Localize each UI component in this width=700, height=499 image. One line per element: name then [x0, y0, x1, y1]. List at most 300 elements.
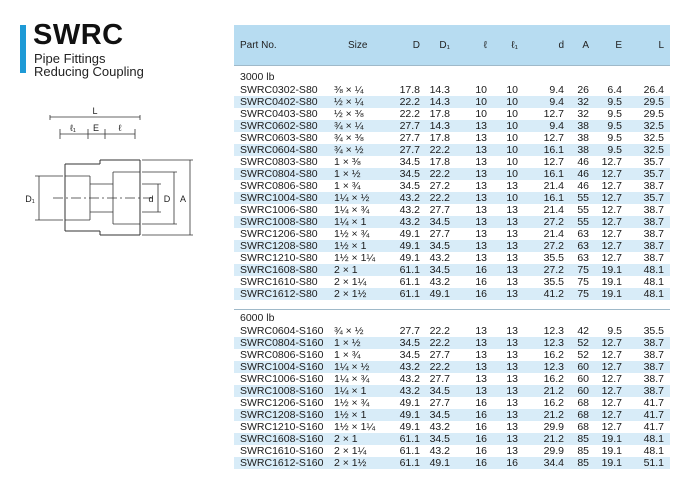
cell-D1: 34.5	[429, 240, 450, 252]
cell-D1: 27.7	[429, 228, 450, 240]
cell-d: 9.4	[549, 96, 564, 108]
cell-size: 1¼ × ½	[334, 361, 370, 373]
cell-D: 17.8	[399, 84, 420, 96]
cell-E: 12.7	[601, 156, 622, 168]
table-row	[234, 204, 670, 216]
cell-D: 34.5	[399, 156, 420, 168]
cell-size: 1 × ½	[334, 337, 361, 349]
cell-A: 85	[577, 457, 589, 469]
cell-l: 10	[475, 96, 487, 108]
cell-E: 12.7	[601, 216, 622, 228]
cell-d: 35.5	[543, 252, 564, 264]
cell-size: ½ × ¼	[334, 96, 364, 108]
table-row	[234, 180, 670, 192]
cell-A: 68	[577, 421, 589, 433]
diagram-label-L: L	[92, 106, 98, 116]
cell-l: 13	[475, 168, 487, 180]
table-row	[234, 96, 670, 108]
cell-A: 75	[577, 288, 589, 300]
cell-part-no: SWRC0806-S160	[240, 349, 324, 361]
cell-d: 29.9	[543, 445, 564, 457]
cell-E: 12.7	[601, 421, 622, 433]
cell-L: 32.5	[643, 132, 664, 144]
header-E: E	[615, 39, 622, 51]
cell-size: 1½ × ¾	[334, 228, 370, 240]
cell-size: 2 × 1½	[334, 457, 367, 469]
cell-size: 1 × ¾	[334, 180, 361, 192]
header-L: L	[658, 39, 664, 51]
cell-L: 38.7	[643, 216, 664, 228]
cell-part-no: SWRC0604-S160	[240, 325, 324, 337]
cell-l: 13	[475, 373, 487, 385]
cell-d: 9.4	[549, 120, 564, 132]
cell-D: 61.1	[399, 288, 420, 300]
cell-E: 12.7	[601, 204, 622, 216]
group-label: 3000 lb	[240, 71, 275, 83]
coupling-dimension-diagram	[25, 104, 230, 264]
cell-A: 85	[577, 433, 589, 445]
cell-part-no: SWRC1004-S80	[240, 192, 318, 204]
table-row	[234, 192, 670, 204]
cell-A: 60	[577, 385, 589, 397]
cell-D1: 17.8	[429, 156, 450, 168]
cell-L: 41.7	[643, 421, 664, 433]
table-row	[234, 168, 670, 180]
cell-D: 34.5	[399, 180, 420, 192]
cell-part-no: SWRC0604-S80	[240, 144, 318, 156]
cell-d: 29.9	[543, 421, 564, 433]
cell-size: 1 × ¾	[334, 349, 361, 361]
cell-D1: 22.2	[429, 192, 450, 204]
product-title: SWRC	[33, 19, 124, 51]
cell-E: 12.7	[601, 168, 622, 180]
cell-D1: 22.2	[429, 337, 450, 349]
cell-l1: 13	[506, 433, 518, 445]
header-l1: ℓ₁	[511, 39, 518, 51]
header-D1: D₁	[439, 39, 450, 51]
cell-D1: 27.7	[429, 373, 450, 385]
cell-l: 13	[475, 240, 487, 252]
cell-l1: 10	[506, 156, 518, 168]
cell-l: 16	[475, 276, 487, 288]
cell-A: 75	[577, 264, 589, 276]
cell-D1: 34.5	[429, 409, 450, 421]
cell-D1: 34.5	[429, 264, 450, 276]
cell-D1: 43.2	[429, 252, 450, 264]
cell-l1: 13	[506, 264, 518, 276]
cell-L: 48.1	[643, 276, 664, 288]
cell-l1: 13	[506, 216, 518, 228]
cell-D: 34.5	[399, 337, 420, 349]
cell-l: 16	[475, 421, 487, 433]
cell-l: 13	[475, 337, 487, 349]
table-row	[234, 228, 670, 240]
table-row	[234, 409, 670, 421]
cell-D1: 49.1	[429, 457, 450, 469]
cell-d: 16.2	[543, 397, 564, 409]
cell-l1: 13	[506, 204, 518, 216]
cell-E: 12.7	[601, 252, 622, 264]
cell-A: 26	[577, 84, 589, 96]
cell-E: 12.7	[601, 385, 622, 397]
cell-D: 61.1	[399, 445, 420, 457]
cell-L: 29.5	[643, 108, 664, 120]
cell-part-no: SWRC0402-S80	[240, 96, 318, 108]
cell-D1: 14.3	[429, 84, 450, 96]
cell-size: 1 × ½	[334, 168, 361, 180]
cell-l1: 13	[506, 180, 518, 192]
cell-L: 38.7	[643, 180, 664, 192]
cell-E: 12.7	[601, 228, 622, 240]
cell-L: 38.7	[643, 240, 664, 252]
cell-l: 13	[475, 156, 487, 168]
cell-part-no: SWRC1612-S160	[240, 457, 324, 469]
cell-L: 32.5	[643, 120, 664, 132]
cell-size: ¾ × ⅜	[334, 132, 364, 144]
cell-part-no: SWRC0803-S80	[240, 156, 318, 168]
dimensions-table	[234, 25, 670, 469]
cell-D: 34.5	[399, 349, 420, 361]
cell-l1: 10	[506, 84, 518, 96]
header-A: A	[582, 39, 589, 51]
cell-l: 13	[475, 132, 487, 144]
cell-l: 10	[475, 84, 487, 96]
diagram-label-l: ℓ	[118, 123, 122, 133]
group-divider	[234, 309, 670, 310]
diagram-label-d: d	[148, 194, 154, 204]
cell-size: 1½ × 1¼	[334, 421, 376, 433]
table-row	[234, 337, 670, 349]
cell-A: 68	[577, 397, 589, 409]
table-row	[234, 445, 670, 457]
cell-size: 1½ × 1	[334, 240, 367, 252]
cell-part-no: SWRC1206-S80	[240, 228, 318, 240]
cell-l1: 13	[506, 385, 518, 397]
cell-d: 12.7	[543, 108, 564, 120]
cell-l: 10	[475, 108, 487, 120]
cell-A: 52	[577, 349, 589, 361]
cell-size: 2 × 1	[334, 433, 358, 445]
group-label: 6000 lb	[240, 312, 275, 324]
cell-d: 12.3	[543, 361, 564, 373]
cell-d: 16.1	[543, 192, 564, 204]
cell-part-no: SWRC1608-S160	[240, 433, 324, 445]
cell-D1: 27.7	[429, 204, 450, 216]
cell-D: 49.1	[399, 421, 420, 433]
cell-A: 63	[577, 240, 589, 252]
cell-size: 1¼ × ¾	[334, 204, 370, 216]
cell-E: 12.7	[601, 349, 622, 361]
cell-d: 21.2	[543, 433, 564, 445]
cell-A: 46	[577, 156, 589, 168]
cell-D1: 14.3	[429, 96, 450, 108]
cell-L: 35.7	[643, 192, 664, 204]
cell-L: 38.7	[643, 361, 664, 373]
cell-l1: 13	[506, 252, 518, 264]
table-body	[234, 65, 670, 469]
cell-D1: 34.5	[429, 216, 450, 228]
cell-l: 13	[475, 252, 487, 264]
cell-E: 9.5	[607, 96, 622, 108]
cell-l1: 10	[506, 96, 518, 108]
cell-size: 2 × 1	[334, 264, 358, 276]
cell-l1: 13	[506, 397, 518, 409]
table-row	[234, 276, 670, 288]
cell-size: 1½ × 1¼	[334, 252, 376, 264]
cell-d: 16.1	[543, 168, 564, 180]
cell-D: 27.7	[399, 325, 420, 337]
cell-part-no: SWRC1210-S160	[240, 421, 324, 433]
table-row	[234, 397, 670, 409]
cell-part-no: SWRC1206-S160	[240, 397, 324, 409]
cell-E: 19.1	[601, 276, 622, 288]
cell-l: 16	[475, 433, 487, 445]
header-l: ℓ	[483, 39, 487, 51]
cell-E: 9.5	[607, 325, 622, 337]
cell-l: 16	[475, 445, 487, 457]
cell-part-no: SWRC0602-S80	[240, 120, 318, 132]
cell-A: 60	[577, 361, 589, 373]
cell-l: 16	[475, 397, 487, 409]
cell-D1: 27.7	[429, 349, 450, 361]
table-row	[234, 325, 670, 337]
cell-part-no: SWRC1004-S160	[240, 361, 324, 373]
cell-size: ¾ × ½	[334, 325, 364, 337]
cell-part-no: SWRC1008-S80	[240, 216, 318, 228]
table-row	[234, 421, 670, 433]
cell-part-no: SWRC0806-S80	[240, 180, 318, 192]
cell-D: 61.1	[399, 276, 420, 288]
cell-D: 27.7	[399, 144, 420, 156]
cell-l1: 13	[506, 337, 518, 349]
table-row	[234, 132, 670, 144]
cell-l1: 13	[506, 361, 518, 373]
cell-part-no: SWRC1610-S160	[240, 445, 324, 457]
cell-l: 16	[475, 457, 487, 469]
cell-l: 13	[475, 180, 487, 192]
cell-d: 35.5	[543, 276, 564, 288]
cell-d: 9.4	[549, 84, 564, 96]
cell-l1: 13	[506, 276, 518, 288]
cell-L: 48.1	[643, 445, 664, 457]
diagram-label-l1: ℓ₁	[70, 123, 76, 133]
cell-l1: 13	[506, 228, 518, 240]
table-row	[234, 288, 670, 300]
cell-D1: 43.2	[429, 421, 450, 433]
cell-E: 12.7	[601, 409, 622, 421]
cell-A: 46	[577, 168, 589, 180]
title-accent-bar	[20, 25, 26, 73]
cell-l1: 10	[506, 192, 518, 204]
cell-D1: 43.2	[429, 276, 450, 288]
cell-part-no: SWRC1208-S160	[240, 409, 324, 421]
header-size: Size	[348, 39, 368, 51]
diagram-label-D: D	[163, 194, 171, 204]
cell-L: 38.7	[643, 373, 664, 385]
cell-size: 1½ × ¾	[334, 397, 370, 409]
cell-A: 32	[577, 96, 589, 108]
cell-size: ⅜ × ¼	[334, 84, 364, 96]
cell-D: 43.2	[399, 216, 420, 228]
cell-d: 12.7	[543, 156, 564, 168]
cell-d: 16.1	[543, 144, 564, 156]
cell-D1: 14.3	[429, 120, 450, 132]
cell-D: 27.7	[399, 120, 420, 132]
cell-l: 13	[475, 216, 487, 228]
diagram-label-E: E	[92, 123, 100, 133]
cell-D: 61.1	[399, 457, 420, 469]
cell-E: 9.5	[607, 108, 622, 120]
table-row	[234, 84, 670, 96]
cell-d: 34.4	[543, 457, 564, 469]
cell-l: 13	[475, 385, 487, 397]
cell-A: 60	[577, 373, 589, 385]
cell-size: 2 × 1¼	[334, 276, 367, 288]
cell-D1: 34.5	[429, 385, 450, 397]
cell-l1: 13	[506, 409, 518, 421]
cell-part-no: SWRC1006-S80	[240, 204, 318, 216]
cell-l1: 13	[506, 349, 518, 361]
cell-E: 12.7	[601, 361, 622, 373]
cell-D1: 17.8	[429, 108, 450, 120]
cell-D: 22.2	[399, 108, 420, 120]
table-row	[234, 240, 670, 252]
cell-L: 41.7	[643, 397, 664, 409]
cell-E: 12.7	[601, 373, 622, 385]
table-row	[234, 385, 670, 397]
cell-A: 63	[577, 252, 589, 264]
cell-d: 12.7	[543, 132, 564, 144]
cell-D1: 27.2	[429, 180, 450, 192]
cell-L: 32.5	[643, 144, 664, 156]
cell-E: 19.1	[601, 264, 622, 276]
cell-d: 21.2	[543, 409, 564, 421]
product-subtitle-line-2: Reducing Coupling	[34, 64, 144, 79]
cell-D1: 22.2	[429, 325, 450, 337]
cell-E: 12.7	[601, 337, 622, 349]
cell-d: 21.2	[543, 385, 564, 397]
cell-L: 41.7	[643, 409, 664, 421]
table-row	[234, 264, 670, 276]
cell-L: 38.7	[643, 204, 664, 216]
cell-D1: 43.2	[429, 445, 450, 457]
cell-D1: 22.2	[429, 168, 450, 180]
cell-l1: 10	[506, 108, 518, 120]
cell-D1: 27.7	[429, 397, 450, 409]
cell-D: 27.7	[399, 132, 420, 144]
diagram-label-D1: D₁	[25, 194, 35, 204]
cell-l1: 10	[506, 168, 518, 180]
cell-d: 16.2	[543, 349, 564, 361]
cell-D: 61.1	[399, 433, 420, 445]
cell-l: 13	[475, 204, 487, 216]
cell-l: 13	[475, 144, 487, 156]
cell-d: 21.4	[543, 180, 564, 192]
cell-part-no: SWRC0403-S80	[240, 108, 318, 120]
cell-D1: 22.2	[429, 361, 450, 373]
cell-E: 9.5	[607, 120, 622, 132]
cell-L: 35.5	[643, 325, 664, 337]
cell-D: 43.2	[399, 385, 420, 397]
cell-size: ¾ × ¼	[334, 120, 364, 132]
cell-part-no: SWRC0804-S160	[240, 337, 324, 349]
cell-size: 2 × 1¼	[334, 445, 367, 457]
cell-D1: 49.1	[429, 288, 450, 300]
cell-L: 48.1	[643, 264, 664, 276]
cell-D: 43.2	[399, 192, 420, 204]
cell-A: 38	[577, 120, 589, 132]
cell-E: 12.7	[601, 397, 622, 409]
cell-l1: 13	[506, 240, 518, 252]
cell-l1: 16	[506, 457, 518, 469]
cell-L: 26.4	[643, 84, 664, 96]
cell-d: 21.4	[543, 204, 564, 216]
cell-E: 12.7	[601, 192, 622, 204]
cell-A: 63	[577, 228, 589, 240]
cell-D: 43.2	[399, 373, 420, 385]
cell-L: 38.7	[643, 252, 664, 264]
cell-l: 13	[475, 349, 487, 361]
cell-l: 13	[475, 192, 487, 204]
table-row	[234, 457, 670, 469]
cell-L: 51.1	[643, 457, 664, 469]
cell-D1: 22.2	[429, 144, 450, 156]
cell-E: 19.1	[601, 457, 622, 469]
cell-A: 32	[577, 108, 589, 120]
cell-part-no: SWRC1208-S80	[240, 240, 318, 252]
cell-D: 22.2	[399, 96, 420, 108]
table-row	[234, 108, 670, 120]
cell-l: 16	[475, 288, 487, 300]
cell-A: 85	[577, 445, 589, 457]
cell-part-no: SWRC1610-S80	[240, 276, 318, 288]
table-row	[234, 120, 670, 132]
cell-E: 9.5	[607, 132, 622, 144]
cell-E: 12.7	[601, 240, 622, 252]
cell-A: 46	[577, 180, 589, 192]
cell-d: 16.2	[543, 373, 564, 385]
cell-size: 1¼ × 1	[334, 385, 367, 397]
cell-size: 1¼ × ¾	[334, 373, 370, 385]
cell-D: 43.2	[399, 361, 420, 373]
cell-D: 49.1	[399, 397, 420, 409]
cell-E: 6.4	[607, 84, 622, 96]
table-row	[234, 373, 670, 385]
cell-l: 13	[475, 325, 487, 337]
cell-A: 55	[577, 216, 589, 228]
cell-part-no: SWRC1612-S80	[240, 288, 318, 300]
cell-L: 38.7	[643, 337, 664, 349]
group-spacer	[234, 300, 670, 309]
cell-L: 35.7	[643, 168, 664, 180]
cell-D: 61.1	[399, 264, 420, 276]
cell-size: 1¼ × 1	[334, 216, 367, 228]
cell-L: 38.7	[643, 385, 664, 397]
cell-size: 1 × ⅜	[334, 156, 361, 168]
cell-size: ½ × ⅜	[334, 108, 364, 120]
cell-A: 38	[577, 132, 589, 144]
cell-E: 9.5	[607, 144, 622, 156]
cell-size: ¾ × ½	[334, 144, 364, 156]
cell-A: 55	[577, 204, 589, 216]
cell-L: 29.5	[643, 96, 664, 108]
table-row	[234, 156, 670, 168]
group-divider	[234, 65, 670, 66]
cell-d: 27.2	[543, 216, 564, 228]
cell-part-no: SWRC1608-S80	[240, 264, 318, 276]
cell-l: 16	[475, 409, 487, 421]
table-row	[234, 252, 670, 264]
